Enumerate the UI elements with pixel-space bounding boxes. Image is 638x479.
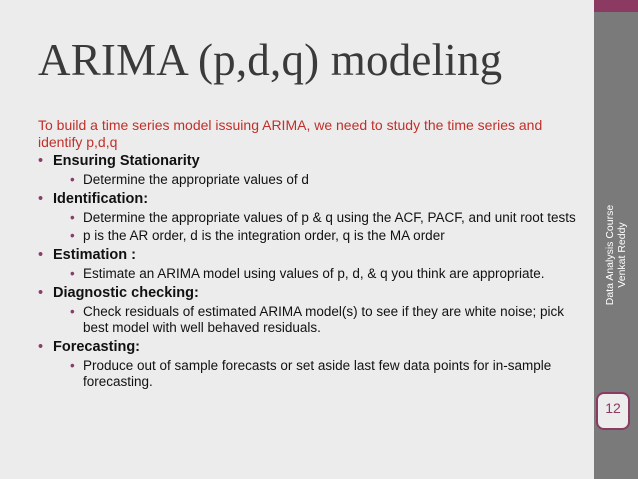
- bullet-icon: •: [38, 153, 44, 169]
- course-name: Data Analysis Course: [604, 204, 616, 306]
- section-heading: Estimation :: [53, 247, 136, 263]
- bullet-icon: •: [70, 210, 75, 225]
- bullet-icon: •: [70, 358, 75, 373]
- section-heading: Diagnostic checking:: [53, 285, 199, 301]
- bullet-icon: •: [38, 191, 44, 207]
- section-heading: Identification:: [53, 191, 149, 207]
- sub-bullet: [53, 304, 578, 336]
- sub-bullet-text: Produce out of sample forecasts or set aside last few data points for in-sample forecasting.: [83, 358, 552, 389]
- bullet-icon: •: [70, 172, 75, 187]
- sub-bullet: [53, 358, 578, 390]
- bullet-list: [38, 150, 578, 392]
- slide-title: ARIMA (p,d,q) modeling: [38, 35, 503, 85]
- sub-bullet: [53, 266, 578, 282]
- bullet-icon: •: [38, 285, 44, 301]
- sub-bullet: [53, 172, 578, 188]
- bullet-icon: •: [70, 228, 75, 243]
- bullet-icon: •: [38, 339, 44, 355]
- section-identification: [38, 190, 578, 244]
- bullet-icon: •: [38, 247, 44, 263]
- accent-stripe: [594, 0, 638, 12]
- sub-bullet: [53, 210, 578, 226]
- sub-bullet-text: Determine the appropriate values of p & q using the ACF, PACF, and unit root tests: [83, 210, 576, 225]
- section-estimation: [38, 246, 578, 282]
- section-forecasting: [38, 338, 578, 390]
- sub-bullet: [53, 228, 578, 244]
- section-heading: Ensuring Stationarity: [53, 153, 200, 169]
- section-diagnostic-checking: [38, 284, 578, 336]
- page-number: 12: [605, 400, 621, 416]
- author-name: Venkat Reddy: [616, 222, 628, 288]
- sub-bullet-text: p is the AR order, d is the integration order, q is the MA order: [83, 228, 445, 243]
- intro-text: To build a time series model issuing ARIMA, we need to study the time series and identify p,d,q: [38, 117, 543, 150]
- sidebar-caption: [604, 205, 628, 305]
- section-heading: Forecasting:: [53, 339, 141, 355]
- sub-bullet-text: Determine the appropriate values of d: [83, 172, 309, 187]
- sub-bullet-text: Check residuals of estimated ARIMA model(s) to see if they are white noise; pick best model with well behaved residuals.: [83, 304, 564, 335]
- sub-bullet-text: Estimate an ARIMA model using values of p, d, & q you think are appropriate.: [83, 266, 545, 281]
- section-stationarity: [38, 152, 578, 188]
- bullet-icon: •: [70, 304, 75, 319]
- bullet-icon: •: [70, 266, 75, 281]
